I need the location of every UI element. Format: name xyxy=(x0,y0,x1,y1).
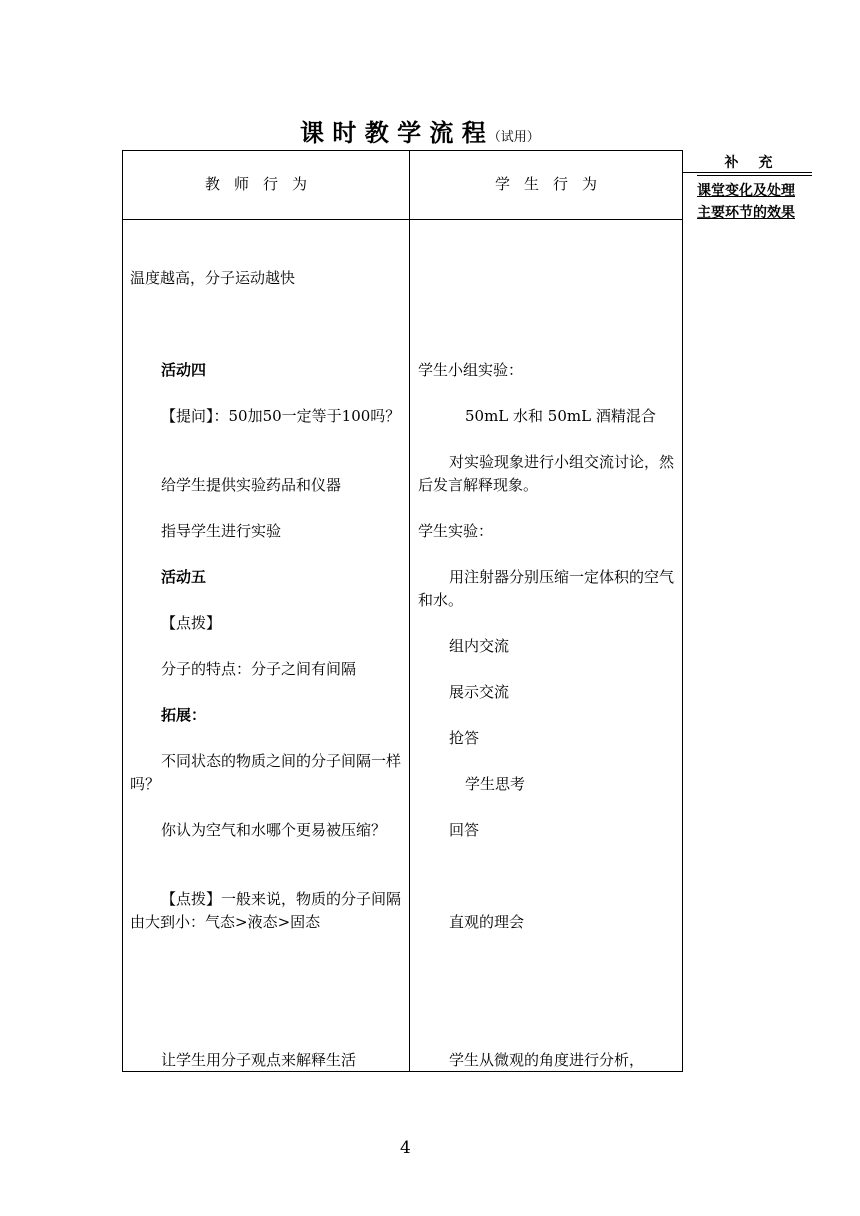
student-item: 抢答 xyxy=(449,729,480,747)
teacher-item: 分子的特点：分子之间有间隔 xyxy=(161,660,357,678)
teacher-item: 【点拨】 xyxy=(161,614,222,632)
teacher-item: 【点拨】一般来说，物质的分子间隔由大到小：气态>液态>固态 xyxy=(130,890,402,931)
teacher-item: 【提问】：50加50一定等于100吗？ xyxy=(161,407,401,425)
title-note: （试用） xyxy=(487,130,540,145)
student-item: 组内交流 xyxy=(449,637,510,655)
teacher-item: 指导学生进行实验 xyxy=(161,522,282,540)
student-item: 学生思考 xyxy=(465,775,526,793)
student-item: 直观的理会 xyxy=(449,913,525,931)
student-item: 学生小组实验： xyxy=(418,361,524,379)
supplement-heading: 补充 xyxy=(697,152,812,176)
supplement-column xyxy=(697,152,812,224)
title-text: 课 时 教 学 流 程 xyxy=(300,118,486,147)
student-item: 回答 xyxy=(449,821,480,839)
teacher-item: 给学生提供实验药品和仪器 xyxy=(161,476,342,494)
student-behavior-column xyxy=(418,0,676,1216)
teacher-item: 活动五 xyxy=(161,568,207,586)
student-item: 学生从微观的角度进行分析， xyxy=(449,1051,645,1069)
page-number: 4 xyxy=(400,1138,411,1158)
teacher-item: 活动四 xyxy=(161,361,207,379)
teacher-item: 温度越高，分子运动越快 xyxy=(130,269,296,287)
student-item: 对实验现象进行小组交流讨论，然后发言解释现象。 xyxy=(418,453,675,494)
teacher-item: 拓展： xyxy=(161,706,207,724)
teacher-item: 不同状态的物质之间的分子间隔一样吗？ xyxy=(130,752,402,793)
student-column-header: 学生行为 xyxy=(495,175,612,193)
student-item: 学生实验： xyxy=(418,522,494,540)
supplement-line-1: 课堂变化及处理 xyxy=(697,183,795,199)
student-item: 用注射器分别压缩一定体积的空气和水。 xyxy=(418,568,675,609)
supplement-line-2: 主要环节的效果 xyxy=(697,205,795,221)
teacher-item: 你认为空气和水哪个更易被压缩？ xyxy=(161,821,387,839)
teacher-behavior-column xyxy=(130,0,408,1216)
student-item: 展示交流 xyxy=(449,683,510,701)
column-divider xyxy=(409,151,410,1071)
student-item: 50mL 水和 50mL 酒精混合 xyxy=(465,407,656,425)
teacher-column-header: 教师行为 xyxy=(205,175,322,193)
teacher-item: 让学生用分子观点来解释生活 xyxy=(161,1051,357,1069)
